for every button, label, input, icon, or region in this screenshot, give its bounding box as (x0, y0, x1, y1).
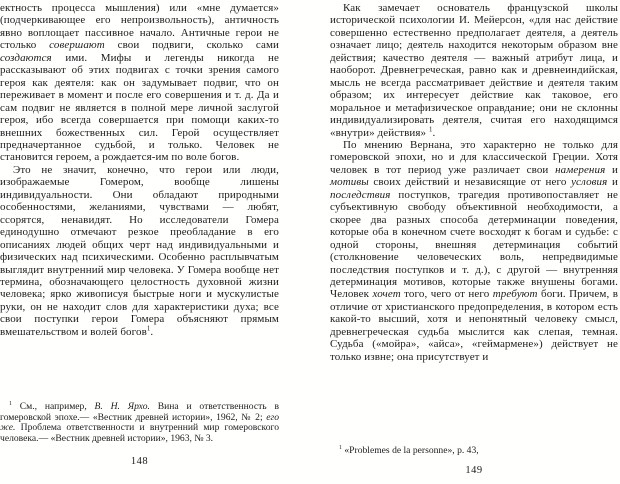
page-right-body (330, 2, 618, 363)
italic-text: мотивы (330, 176, 369, 189)
text-run: Как замечает основатель французской школы исторической психологии И. Мейерсон, «для нас действие совершенно естественно предполагает деятеля, а деятель означает лицо; деятель находится некоторым образом вне действия; качество деятеля — важный атрибут лица, и наоборот. Древнегреческая, равно как и древнеиндийская, мысль не всегда рассматривает действие и деятеля таким образом; их интересует действие как таковое, его моральное и метафизическое оправдание; они не склонны индивидуализировать деятеля, считая его находящимся «внутри» действия» (330, 2, 618, 139)
text-run: Вина и ответственность в гомеровской эпохе.— «Вестник древней истории», 1962, № 2; (0, 401, 279, 423)
italic-text: создаются (0, 51, 52, 64)
paragraph (330, 2, 618, 139)
text-run: своих действий и независящие от него (368, 176, 572, 189)
paragraph (330, 139, 618, 363)
text-run: того, чего от него (400, 288, 493, 301)
footnote-marker: 1 (429, 125, 433, 133)
text-run: ектность процесса мышления) или «мне думается» (подчеркивающее его непроизвольность), античность явно воплощает пассивное начало. Античные герои не столько (0, 2, 279, 52)
italic-text: намерения (555, 163, 606, 176)
text-run: Проблема ответственности и внутренний мир гомеровского человека.— «Вестник древней истории», 1963, № 3. (0, 422, 279, 444)
footnote-marker: 1 (146, 325, 151, 333)
text-run: ими. Мифы и легенды никогда не рассказывают об этих подвигах с точки зрения самого героя как деятеля: как он задумывает подвиг, что он переживает в момент и после его совершения и т. д. Да и сам подвиг не является в полной мере личной заслугой героя, ибо всегда совершается при помощи каких-то внешних божественных сил. Герой осуществляет предначертанное судьбой, и только. Человек не становится героем, а рождается-им по воле богов. (0, 51, 279, 164)
text-run: и (605, 163, 618, 176)
paragraph (0, 2, 279, 164)
paragraph (330, 446, 618, 457)
text-run: и (607, 176, 618, 189)
italic-text: В. Н. Ярхо. (94, 401, 150, 412)
footnote-marker: 1 (339, 444, 342, 451)
page-left (0, 0, 279, 484)
page-left-footnotes (0, 402, 279, 444)
page-left-body (0, 2, 279, 338)
text-run: «Problemes de la personne», p. 43, (341, 445, 479, 456)
italic-text: совершают (49, 39, 105, 52)
text-run: боги. Причем, в отличие от христианского предопределения, в котором есть какой-то высший, хотя и непонятный человеку смысл, древнегреческая судьба мыслится как слепая, темная. Судьба («мойра», «айса», «геймармене») действует не только извне; она присутствует и (330, 288, 618, 363)
italic-text: требуют (492, 288, 538, 301)
footnote-marker: 1 (9, 400, 12, 407)
paragraph (0, 164, 279, 338)
text-run: Это не значит, конечно, что герои или люди, изображаемые Гомером, вообще лишены индивидуальности. Они обладают природными особенностями, желаниями, чувствами — любят, ссорятся, ненавидят. Но исследователи Гомера единодушно отмечают резкое преобладание в его описаниях людей общих черт над индивидуальными и физических над психическими. Особенно расплывчатым выглядит внутренний мир человека. У Гомера вообще нет термина, обозначающего целостность духовной жизни человека; ярко живописуя быстрые ноги и мускулистые руки, он не находит слов для характеристики духа; все свои поступки герои Гомера объясняют прямым вмешательством и волей богов (0, 163, 279, 338)
italic-text: его же. (0, 411, 279, 434)
page-number-right: 149 (465, 465, 483, 476)
text-run: . (150, 325, 154, 338)
page-number-left: 148 (130, 456, 149, 467)
text-run: . (432, 126, 436, 139)
italic-text: хочет (372, 288, 401, 301)
text-run: По мнению Вернана, это характерно не только для гомеровской эпохи, но и для классической Греции. Хотя человек в тот период уже различает свои (330, 138, 618, 176)
page-right (330, 0, 618, 484)
paragraph (0, 402, 279, 444)
italic-text: последствия (330, 188, 391, 201)
text-run: См., например, (11, 401, 95, 412)
text-run: свои подвиги, сколько сами (104, 39, 279, 52)
page-right-footnotes (330, 446, 618, 457)
text-run: поступков, трагедия противопоставляет не субъективную свободу объективной необходимости, а скорее два разных способа детерминации поведения, которые оба в конечном счете восходят к богам и судьбе: с одной стороны, внешняя детерминация событий (столкновение человеческих воль, непредвидимые последствия поступков и т. д.), с другой — внутренняя детерминация мотивов, которые также внушены богами. Человек (330, 188, 618, 301)
italic-text: условия (571, 176, 608, 189)
